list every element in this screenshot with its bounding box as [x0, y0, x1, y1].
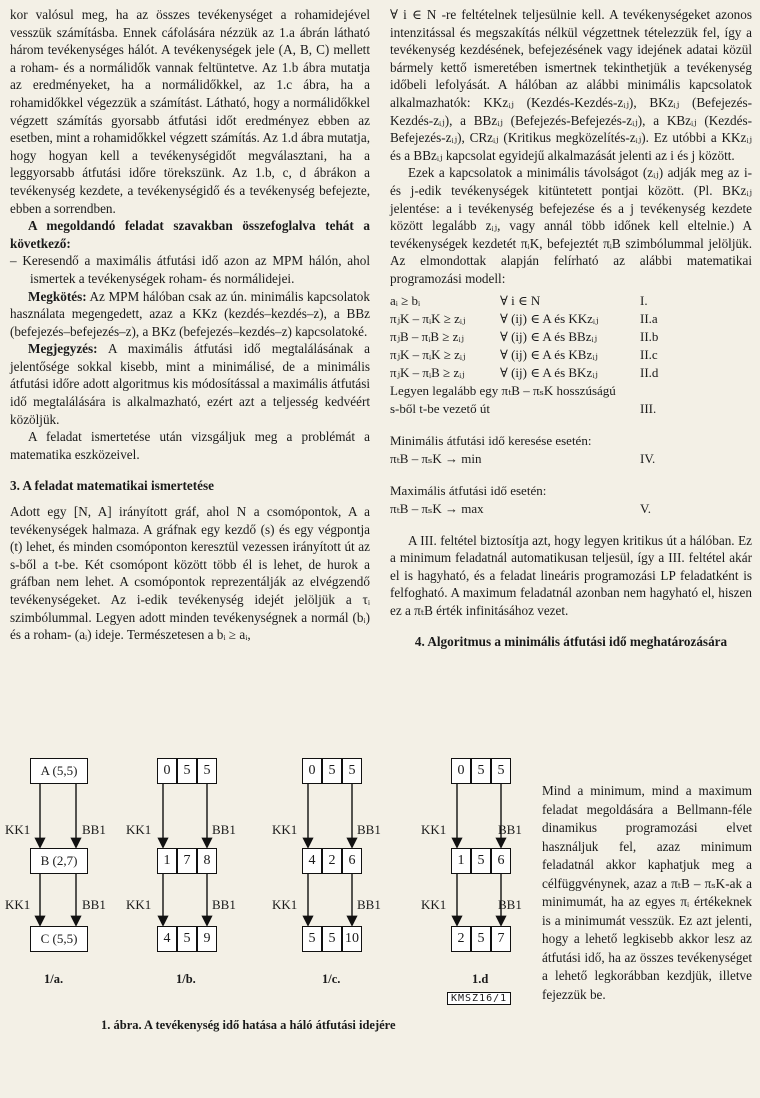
- math-expr: πⱼK – πᵢK ≥ zᵢⱼ: [390, 310, 466, 326]
- math-expr: πⱼK – πᵢK ≥ zᵢⱼ: [390, 346, 466, 362]
- cell: 0: [302, 758, 322, 784]
- math-num: V.: [640, 500, 651, 516]
- math-cond: ∀ i ∈ N: [500, 292, 541, 308]
- math-expr: πⱼK – πᵢB ≥ zᵢⱼ: [390, 364, 465, 380]
- kk-label: KK1: [5, 897, 31, 912]
- cell: 5: [322, 758, 342, 784]
- sub-label: 1/b.: [176, 972, 196, 986]
- math-num: II.c: [640, 346, 658, 362]
- bb-label: BB1: [212, 897, 236, 912]
- cell: 2: [451, 926, 471, 952]
- kk-label: KK1: [272, 897, 298, 912]
- stamp: KMSZ16/1: [447, 992, 511, 1005]
- left-column: [10, 6, 370, 644]
- math-cond: ∀ (ij) ∈ A és BBzᵢⱼ: [500, 328, 598, 344]
- cell: 5: [471, 848, 491, 874]
- cell: 7: [491, 926, 511, 952]
- cell: 5: [322, 926, 342, 952]
- section-heading: 3. A feladat matematikai ismertetése: [10, 478, 214, 494]
- kk-label: KK1: [126, 897, 152, 912]
- figure-caption: 1. ábra. A tevékenység idő hatása a háló átfutási idejére: [101, 1018, 396, 1032]
- bold-lead: Megkötés:: [28, 288, 87, 304]
- sub-label: 1/c.: [322, 972, 341, 986]
- bb-label: BB1: [82, 897, 106, 912]
- kk-label: KK1: [272, 822, 298, 837]
- cell: 4: [157, 926, 177, 952]
- kk-label: KK1: [126, 822, 152, 837]
- figure-arrows: [0, 752, 540, 1098]
- node-a: A (5,5): [30, 758, 88, 784]
- cell: 5: [302, 926, 322, 952]
- node-b: B (2,7): [30, 848, 88, 874]
- math-line: s-ből t-be vezető út: [390, 400, 490, 416]
- math-cond: ∀ (ij) ∈ A és BKzᵢⱼ: [500, 364, 598, 380]
- cell: 2: [322, 848, 342, 874]
- paragraph: Ezek a kapcsolatok a minimális távolságot (zᵢⱼ) adják meg az i- és j-edik tevékenységek kitüntetett pontjai között. (Pl. BKzᵢⱼ jelentése: a i tevékenység befejezése és a j tevékenység kezdete között legalább zᵢⱼ, vagy annál több időnek kell eltelnie.) A tevékenységek kezdetét πᵢK, befejeztét πᵢB szimbólummal jelöljük. Az elmondottak alapján felírható az alábbi matematikai programozási modell:: [390, 165, 752, 286]
- bb-label: BB1: [357, 897, 381, 912]
- math-line: Legyen legalább egy πₜB – πₛK hosszúságú: [390, 382, 616, 398]
- sub-label: 1/a.: [44, 972, 64, 986]
- math-expr: aᵢ ≥ bᵢ: [390, 292, 421, 308]
- cell: 5: [471, 926, 491, 952]
- kk-label: KK1: [5, 822, 31, 837]
- math-cond: ∀ (ij) ∈ A és KKzᵢⱼ: [500, 310, 599, 326]
- cell: 5: [197, 758, 217, 784]
- dash-item: – Keresendő a maximális átfutási idő azon az MPM hálón, ahol ismertek a tevékenységek roham- és normálidejei.: [10, 253, 370, 286]
- right-column: [390, 6, 752, 651]
- math-num: II.b: [640, 328, 659, 344]
- paragraph: kor valósul meg, ha az összes tevékenységet a rohamidejével vesszük számításba. Ennek cáfolására nézzük az 1.a ábrán látható három tevékenységes hálót. A tevékenységek jele (A, B, C) mellett a roham- és a normálidők vannak feltüntetve. Az 1.b ábra mutatja az eredményeket, ha a normálidőkkel, az 1.c ábra, ha a rohamidőkkel végezzük a számítást. Látható, hogy a normálidőkkel végzett számítás gyorsabb átfutási időt eredményez ebben az esetben, mint a rohamidőkkel végzett számítás. Az 1.d ábra mutatja, hogy hogyan kell a tevékenységidőt megválasztani, ha a leggyorsabb átfutási időre törekszünk. Az 1.b, c, d ábrákon a tevékenység kezdete, a tevékenységidő és a tevékenység befejezte, ebben a sorrendben.: [10, 7, 370, 216]
- math-num: II.a: [640, 310, 658, 326]
- paragraph: ∀ i ∈ N -re feltételnek teljesülnie kell. A tevékenységeket azonos intenzitással és megszakítás nélkül végzettnek tételezzük fel, így a tevékenység kezdésének, befejezésének vagy idejének adatai közül bármely kettő ismeretében ismertnek tekinthetjük a tevékenység időbeli lefolyását. A hálóban az alábbi minimális kapcsolatok alkalmazhatók: KKzᵢⱼ (Kezdés-Kezdés-zᵢⱼ), BKzᵢⱼ (Befejezés-Kezdés-zᵢⱼ), a BBzᵢⱼ (Befejezés-Befejezés-zᵢⱼ), a KBzᵢⱼ (Kezdés-Befejezés-zᵢⱼ), CRzᵢⱼ (Kritikus megközelítés-zᵢⱼ). Ez utóbbi a KKzᵢⱼ és a BBzᵢⱼ kapcsolat egyidejű alkalmazását jelenti az i és j között.: [390, 7, 752, 163]
- bb-label: BB1: [498, 897, 522, 912]
- sub-label: 1.d: [472, 972, 489, 986]
- math-expr: πₜB – πₛK → max: [390, 500, 484, 516]
- paragraph: A III. feltétel biztosítja azt, hogy legyen kritikus út a hálóban. Ez a minimum feladatnál automatikusan teljesül, így a III. feltétel akár el is hagyható, és a feladat lineáris programozási LP feladatként is felfogható. A maximum feladatnál azonban nem hagyható el, hiszen ez a πₜB érték infinitásához vezet.: [390, 532, 752, 618]
- math-expr: πⱼB – πᵢB ≥ zᵢⱼ: [390, 328, 464, 344]
- paragraph: Mind a minimum, mind a maximum feladat megoldására a Bellmann-féle dinamikus programozási elvet használjuk fel, azaz minimum feladatnál akkor kaphatjuk meg a célfüggvénynek, azaz a πₜB – πₛK-ak a minimumát, ha az egyes πᵢ értékeknek is a minimumát vesszük. Ez azt jelenti, hogy a lehető legkisebb akkor lesz az átfutási idő, ha az összes tevékenységet a lehető legkorábban kezdjük, illetve fejezzük be.: [542, 783, 752, 1002]
- math-num: IV.: [640, 450, 656, 466]
- paragraph: Adott egy [N, A] irányított gráf, ahol N a csomópontok, A a tevékenységek halmaza. A gráfnak egy kezdő (s) és egy végpontja (t) lehet, és minden csomóponton keresztül vezessen irányított út az s-ből a t-be. Két csomópont között több él is lehet, de hurok a gráfban nem lehet. A csomópontok reprezentálják az elvégzendő tevékenységeket. Az i-edik tevékenység idejét jelöljük a τᵢ szimbólummal. Legyen adott minden tevékenységnek a normál (bᵢ) és a roham- (aᵢ) ideje. Természetesen a bᵢ ≥ aᵢ,: [10, 504, 370, 643]
- figure-1: [0, 752, 540, 1098]
- cell: 10: [342, 926, 362, 952]
- math-num: II.d: [640, 364, 659, 380]
- cell: 5: [491, 758, 511, 784]
- cell: 1: [451, 848, 471, 874]
- cell: 5: [471, 758, 491, 784]
- paragraph: [10, 288, 370, 341]
- cell: 0: [451, 758, 471, 784]
- bb-label: BB1: [498, 822, 522, 837]
- cell: 5: [342, 758, 362, 784]
- math-num: I.: [640, 292, 648, 308]
- paragraph: [10, 340, 370, 428]
- cell: 1: [157, 848, 177, 874]
- cell: 4: [302, 848, 322, 874]
- math-expr: πₜB – πₛK → min: [390, 450, 482, 466]
- cell: 6: [342, 848, 362, 874]
- cell: 5: [177, 758, 197, 784]
- bb-label: BB1: [212, 822, 236, 837]
- math-num: III.: [640, 400, 657, 416]
- node-c: C (5,5): [30, 926, 88, 952]
- math-line: Minimális átfutási idő keresése esetén:: [390, 432, 592, 448]
- paragraph: A feladat ismertetése után vizsgáljuk meg a problémát a matematika eszközeivel.: [10, 429, 370, 462]
- cell: 0: [157, 758, 177, 784]
- paragraph-text: Az MPM hálóban csak az ún. minimális kapcsolatok használata megengedett, azaz a KKz (kezdés–kezdés–z), a BBz (befejezés–befejezés–z), a BKz (befejezés–kezdés–z) kapcsolatoké.: [10, 288, 370, 339]
- math-model: [390, 292, 752, 518]
- cell: 7: [177, 848, 197, 874]
- bold-heading: A megoldandó feladat szavakban összefoglalva tehát a következő:: [10, 218, 370, 251]
- cell: 8: [197, 848, 217, 874]
- bb-label: BB1: [82, 822, 106, 837]
- cell: 9: [197, 926, 217, 952]
- bold-lead: Megjegyzés:: [28, 341, 98, 357]
- math-line: Maximális átfutási idő esetén:: [390, 482, 547, 498]
- cell: 6: [491, 848, 511, 874]
- paragraph-text: A maximális átfutási idő megtalálásának a jelentősége sokkal kisebb, mint a minimálisé, de a minimális átfutási időre adott algoritmus kis módosítással a maximális átfutási idő megtalálására is alkalmazható, ezért azt a teljesség kedvéért közöljük.: [10, 341, 370, 427]
- bb-label: BB1: [357, 822, 381, 837]
- kk-label: KK1: [421, 822, 447, 837]
- cell: 5: [177, 926, 197, 952]
- math-cond: ∀ (ij) ∈ A és KBzᵢⱼ: [500, 346, 598, 362]
- section-heading: 4. Algoritmus a minimális átfutási idő meghatározására: [414, 634, 728, 650]
- kk-label: KK1: [421, 897, 447, 912]
